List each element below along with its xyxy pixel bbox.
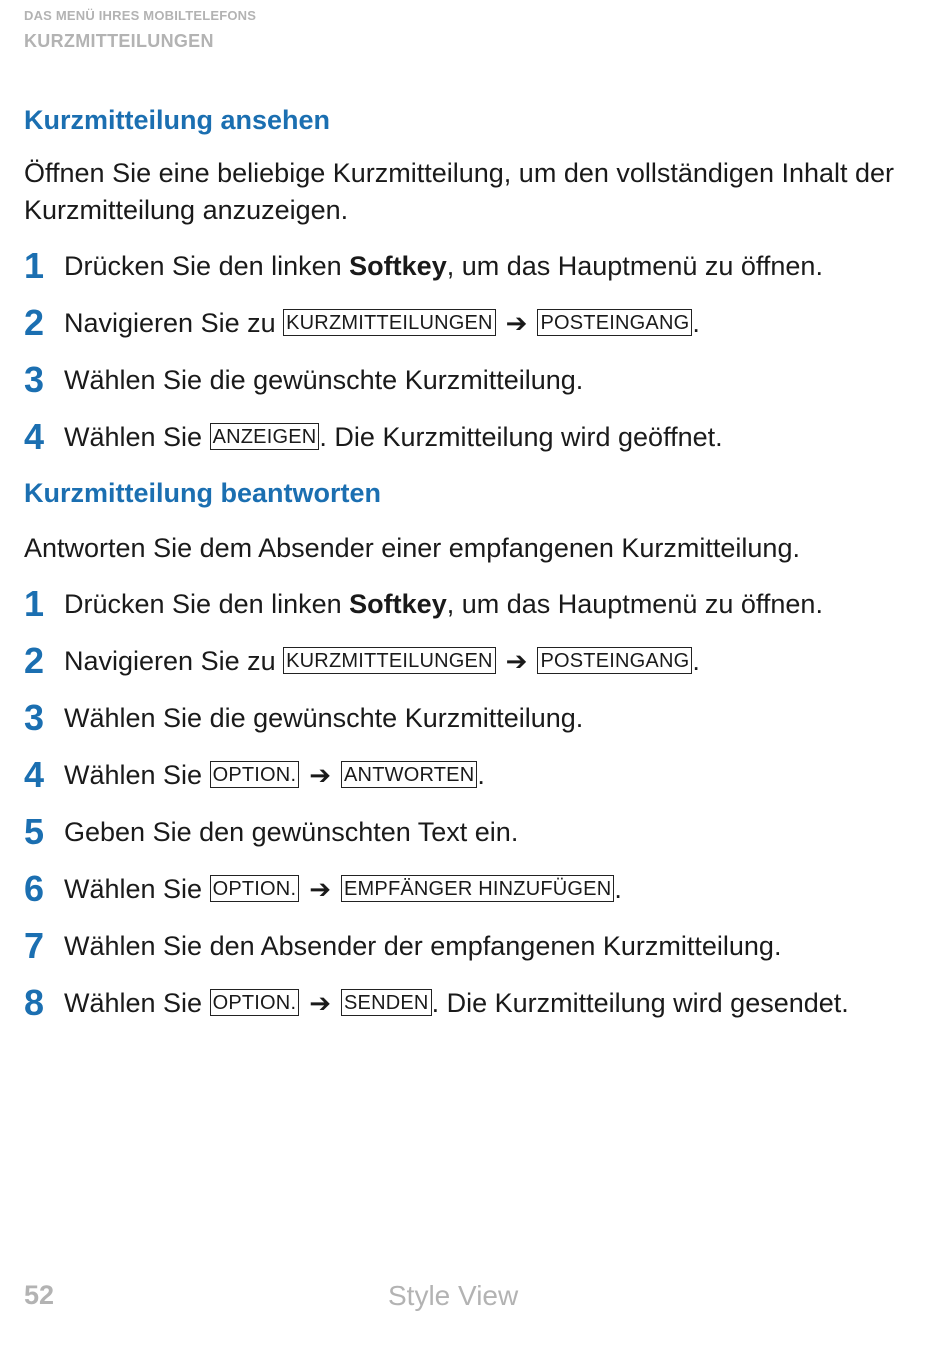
step-text: [64, 646, 700, 676]
step-number: 1: [24, 245, 45, 286]
step-item: [24, 925, 904, 966]
step-item: [24, 640, 904, 681]
step-text-part: Drücken Sie den linken: [64, 589, 350, 619]
step-text-part: . Die Kurzmitteilung wird geöffnet.: [319, 422, 723, 452]
breadcrumb-chapter: DAS MENÜ IHRES MOBILTELEFONS: [24, 8, 257, 23]
menu-key: POSTEINGANG: [537, 647, 692, 674]
step-text-part: Wählen Sie: [64, 760, 210, 790]
step-text-part: Geben Sie den gewünschten Text ein.: [64, 817, 519, 847]
step-item: [24, 754, 904, 795]
menu-key: OPTION.: [210, 875, 300, 902]
step-text-part: Wählen Sie die gewünschte Kurzmitteilung.: [64, 365, 584, 395]
step-number: 5: [24, 811, 45, 852]
breadcrumb: [24, 8, 256, 52]
step-number: 2: [24, 640, 45, 681]
step-item: [24, 245, 904, 286]
step-text-part: Drücken Sie den linken: [64, 251, 350, 281]
step-number: 8: [24, 982, 45, 1023]
menu-key: OPTION.: [210, 761, 300, 788]
step-text: [64, 251, 823, 281]
step-item: [24, 697, 904, 738]
section-title-reply-message: Kurzmitteilung beantworten: [24, 478, 381, 508]
step-text: [64, 874, 622, 904]
arrow-right-icon: ➔: [309, 760, 332, 790]
section-title-view-message: Kurzmitteilung ansehen: [24, 105, 331, 135]
arrow-right-icon: ➔: [505, 308, 528, 338]
arrow-right-icon: ➔: [309, 988, 332, 1018]
step-number: 2: [24, 302, 45, 343]
step-number: 3: [24, 359, 45, 400]
step-text: [64, 703, 583, 733]
section-intro: Öffnen Sie eine beliebige Kurzmitteilung, um den vollständigen Inhalt der Kurzmitteilung anzuzeigen.: [24, 158, 895, 225]
step-item: [24, 302, 904, 343]
step-item: [24, 583, 904, 624]
step-item: [24, 982, 904, 1023]
step-text: [64, 760, 485, 790]
step-item: [24, 359, 904, 400]
step-text-part: .: [614, 874, 622, 904]
step-text: [64, 422, 723, 452]
step-text: [64, 308, 700, 338]
step-text-part: Wählen Sie: [64, 874, 210, 904]
step-text-part: .: [477, 760, 485, 790]
step-text-part: Wählen Sie: [64, 422, 210, 452]
menu-key: ANZEIGEN: [210, 423, 320, 450]
menu-key: SENDEN: [341, 989, 432, 1016]
step-item: [24, 416, 904, 457]
step-text: [64, 817, 518, 847]
section-intro: Antworten Sie dem Absender einer empfangenen Kurzmitteilung.: [24, 533, 800, 563]
step-text-part: , um das Hauptmenü zu öffnen.: [446, 251, 823, 281]
menu-key: ANTWORTEN: [341, 761, 477, 788]
step-text-part: .: [692, 646, 700, 676]
step-text: [64, 365, 583, 395]
page-content: [24, 104, 904, 1022]
step-number: 7: [24, 925, 45, 966]
menu-key: OPTION.: [210, 989, 300, 1016]
page-number: 52: [24, 1280, 55, 1310]
step-number: 6: [24, 868, 45, 909]
step-text-part: Navigieren Sie zu: [64, 646, 284, 676]
steps-list-view: [24, 245, 904, 457]
breadcrumb-section: KURZMITTEILUNGEN: [24, 31, 214, 51]
step-number: 4: [24, 416, 45, 457]
step-text: [64, 931, 781, 961]
menu-key: KURZMITTEILUNGEN: [283, 647, 496, 674]
step-text-part: Wählen Sie: [64, 988, 210, 1018]
step-text: [64, 988, 849, 1018]
step-text-part: .: [692, 308, 700, 338]
step-item: [24, 811, 904, 852]
menu-key: POSTEINGANG: [537, 309, 692, 336]
step-text-part: Wählen Sie den Absender der empfangenen Kurzmitteilung.: [64, 931, 782, 961]
softkey-label: Softkey: [349, 251, 447, 281]
step-text-part: . Die Kurzmitteilung wird gesendet.: [431, 988, 849, 1018]
steps-list-reply: [24, 583, 904, 1023]
step-item: [24, 868, 904, 909]
step-number: 1: [24, 583, 45, 624]
footer-title: Style View: [388, 1280, 519, 1311]
arrow-right-icon: ➔: [309, 874, 332, 904]
arrow-right-icon: ➔: [505, 646, 528, 676]
softkey-label: Softkey: [349, 589, 447, 619]
step-number: 3: [24, 697, 45, 738]
menu-key: KURZMITTEILUNGEN: [283, 309, 496, 336]
menu-key: EMPFÄNGER HINZUFÜGEN: [341, 875, 614, 902]
step-text-part: Wählen Sie die gewünschte Kurzmitteilung.: [64, 703, 584, 733]
step-text-part: , um das Hauptmenü zu öffnen.: [446, 589, 823, 619]
step-text: [64, 589, 823, 619]
step-number: 4: [24, 754, 45, 795]
step-text-part: Navigieren Sie zu: [64, 308, 284, 338]
